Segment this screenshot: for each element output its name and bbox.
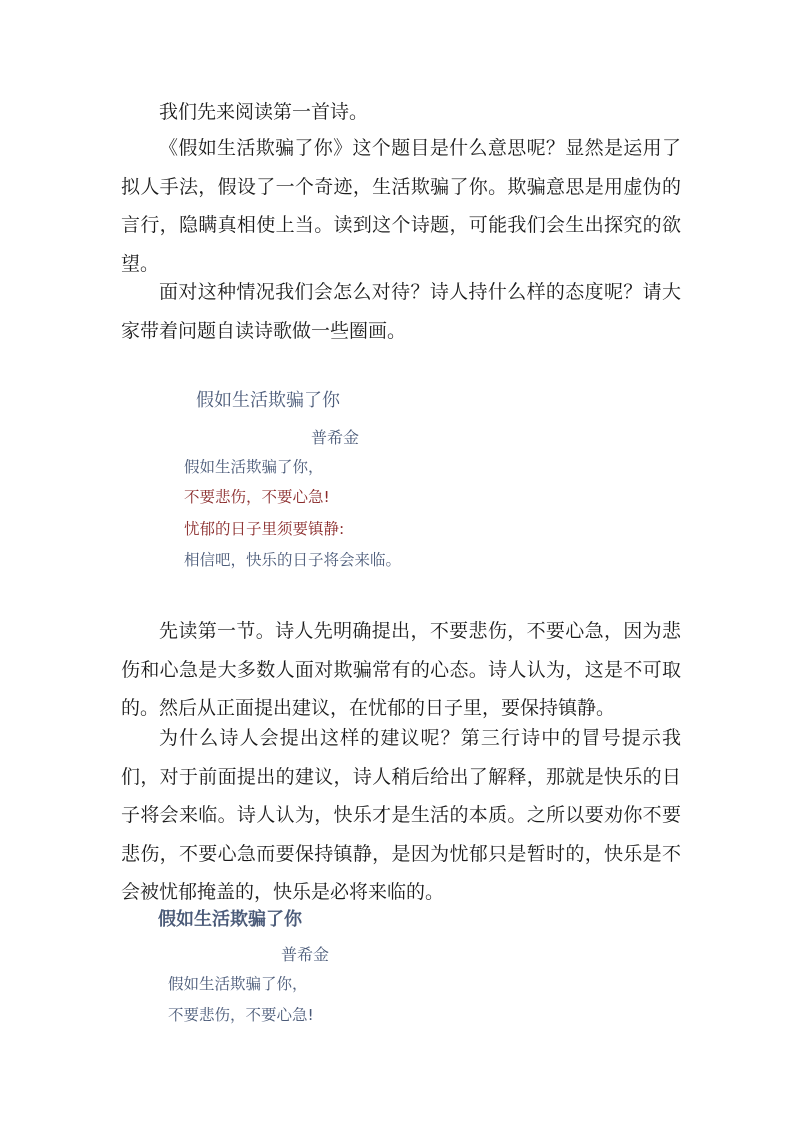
poem-2-author: 普希金: [281, 945, 330, 964]
analysis-paragraph-1: 先读第一节。诗人先明确提出，不要悲伤，不要心急，因为悲伤和心急是大多数人面对欺骗常有的心态。诗人认为，这是不可取的。然后从正面提出建议，在忧郁的日子里，要保持镇静。: [121, 620, 681, 719]
poem-1-title: 假如生活欺骗了你: [196, 390, 340, 411]
analysis-paragraph-2: 为什么诗人会提出这样的建议呢？第三行诗中的冒号提示我们，对于前面提出的建议，诗人稍后给出了解释，那就是快乐的日子将会来临。诗人认为，快乐才是生活的本质。之所以要劝你不要悲伤，不要心急而要保持镇静，是因为忧郁只是暂时的，快乐是不会被忧郁掩盖的，快乐是必将来临的。: [121, 727, 681, 903]
poem-1-line-2: 不要悲伤，不要心急!: [184, 488, 330, 506]
intro-paragraph-2: 《假如生活欺骗了你》这个题目是什么意思呢？显然是运用了拟人手法，假设了一个奇迹，生活欺骗了你。欺骗意思是用虚伪的言行，隐瞒真相使上当。读到这个诗题，可能我们会生出探究的欲望。: [121, 137, 681, 275]
poem-2-title: 假如生活欺骗了你: [158, 909, 302, 930]
poem-1-author: 普希金: [311, 428, 360, 447]
poem-1-line-3: 忧郁的日子里须要镇静:: [184, 520, 345, 538]
poem-1-line-1: 假如生活欺骗了你，: [184, 458, 324, 476]
intro-paragraph-3: 面对这种情况我们会怎么对待？诗人持什么样的态度呢？请大家带着问题自读诗歌做一些圈画。: [121, 281, 681, 342]
poem-1-line-4: 相信吧，快乐的日子将会来临。: [184, 551, 402, 569]
poem-2-line-1: 假如生活欺骗了你，: [168, 975, 308, 993]
poem-2-line-2: 不要悲伤，不要心急!: [168, 1006, 314, 1024]
intro-paragraph-1: 我们先来阅读第一首诗。: [159, 101, 369, 123]
